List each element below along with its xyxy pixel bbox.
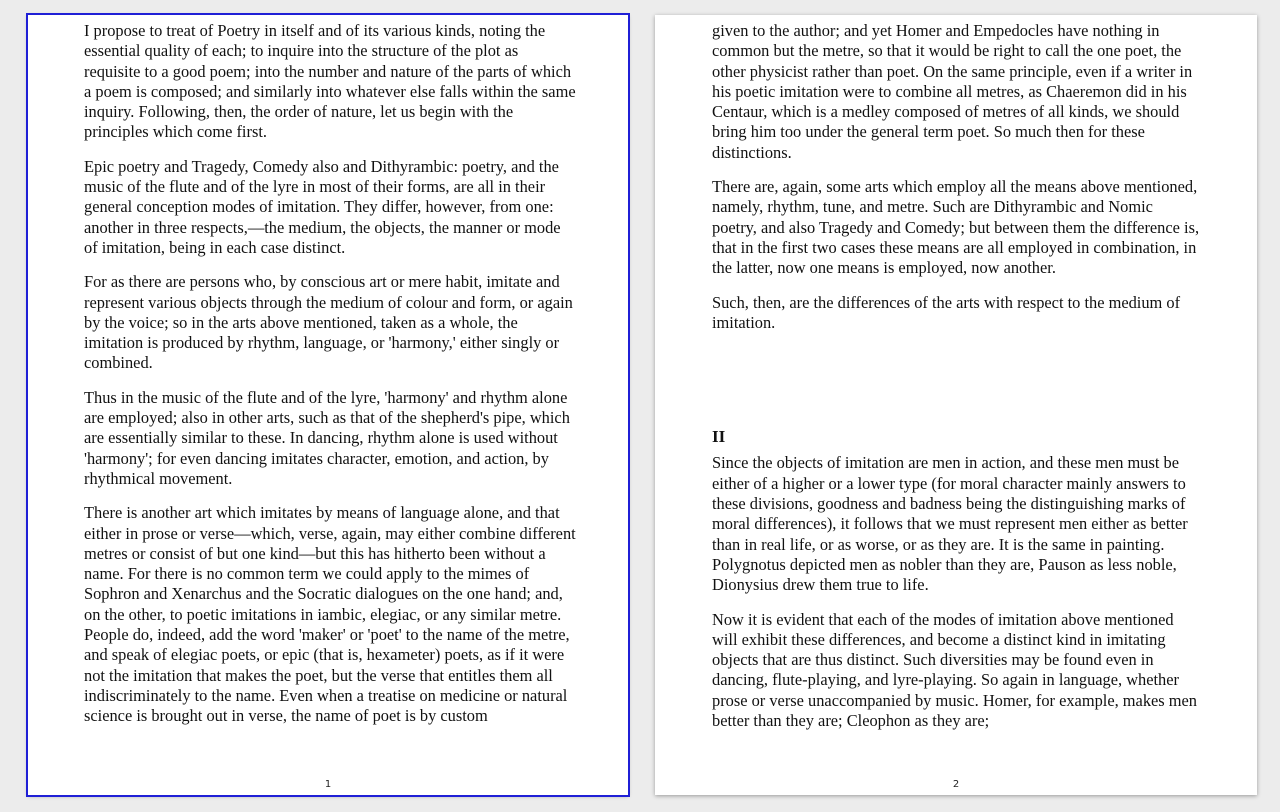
paragraph: Thus in the music of the flute and of the lyre, 'harmony' and rhythm alone are employed; also in other arts, such as that of the shepherd's pipe, which are essentially similar to these. In dancing, rhythm alone is used without 'harmony'; for even dancing imitates character, emotion, and action, by rhythmical movement.: [84, 387, 570, 488]
section-heading: II: [712, 427, 726, 447]
paragraph: Since the objects of imitation are men in action, and these men must be either of a higher or a lower type (for moral character mainly answers to these divisions, goodness and badness being the distinguishing marks of moral differences), it follows that we must represent men either as better than in real life, or as worse, or as they are. It is the same in painting. Polygnotus depicted men as nobler than they are, Pauson as less noble, Dionysius drew them true to life.: [712, 453, 1188, 595]
page-1[interactable]: [28, 15, 628, 795]
paragraph: There is another art which imitates by means of language alone, and that either in prose or verse—which, verse, again, may either combine different metres or consist of but one kind—but this has hitherto been without a name. For there is no common term we could apply to the mimes of Sophron and Xenarchus and the Socratic dialogues on the one hand; and, on the other, to poetic imitations in iambic, elegiac, or any similar metre. People do, indeed, add the word 'maker' or 'poet' to the name of the metre, and speak of elegiac poets, or epic (that is, hexameter) poets, as if it were not the imitation that makes the poet, but the verse that entitles them all indiscriminately to the name. Even when a treatise on medicine or natural science is brought out in verse, the name of poet is by custom: [84, 503, 576, 726]
page-2-text: [712, 21, 1201, 745]
page-number: 1: [324, 779, 332, 790]
paragraph: I propose to treat of Poetry in itself and of its various kinds, noting the essential quality of each; to inquire into the structure of the plot as requisite to a good poem; into the number and nature of the parts of which a poem is composed; and similarly into whatever else falls within the same inquiry. Following, then, the order of nature, let us begin with the principles which come first.: [84, 21, 576, 142]
paragraph: There are, again, some arts which employ all the means above mentioned, namely, rhythm, tune, and metre. Such are Dithyrambic and Nomic poetry, and also Tragedy and Comedy; but between them the difference is, that in the first two cases these means are all employed in combination, in the latter, now one means is employed, now another.: [712, 177, 1200, 278]
page-2[interactable]: [655, 15, 1257, 795]
paragraph: given to the author; and yet Homer and Empedocles have nothing in common but the metre, so that it would be right to call the one poet, the other physicist rather than poet. On the same principle, even if a writer in his poetic imitation were to combine all metres, as Chaeremon did in his Centaur, which is a medley composed of metres of all kinds, we should bring him too under the general term poet. So much then for these distinctions.: [712, 21, 1193, 162]
paragraph: Such, then, are the differences of the arts with respect to the medium of imitation.: [712, 292, 1181, 332]
paragraph: For as there are persons who, by conscious art or mere habit, imitate and represent various objects through the medium of colour and form, or again by the voice; so in the arts above mentioned, taken as a whole, the imitation is produced by rhythm, language, or 'harmony,' either singly or combined.: [84, 272, 573, 373]
paragraph: Now it is evident that each of the modes of imitation above mentioned will exhibit these differences, and become a distinct kind in imitating objects that are thus distinct. Such diversities may be found even in dancing, flute-playing, and lyre-playing. So again in language, whether prose or verse unaccompanied by music. Homer, for example, makes men better than they are; Cleophon as they are;: [712, 609, 1197, 731]
page-1-text: [84, 21, 578, 741]
page-number: 2: [952, 779, 960, 790]
paragraph: Epic poetry and Tragedy, Comedy also and Dithyrambic: poetry, and the music of the flute and of the lyre in most of their forms, are all in their general conception modes of imitation. They differ, however, from one: another in three respects,—the medium, the objects, the manner or mode of imitation, being in each case distinct.: [84, 156, 561, 257]
